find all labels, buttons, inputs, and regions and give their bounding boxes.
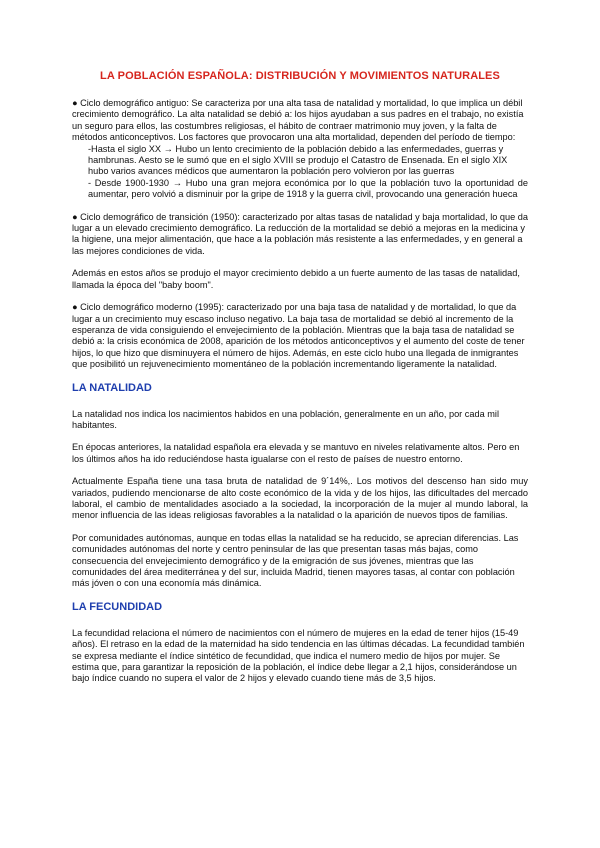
fecundidad-paragraph-1: La fecundidad relaciona el número de nacimientos con el número de mujeres en la edad de tener hijos (15-49 años). El retraso en la edad de la maternidad ha sido tendencia en las últimas décadas. La fecundidad también se expresa mediante el índice sintético de fecundidad, que indica el numero medio de hijos por mujer. Se estima que, para garantizar la reposición de la población, el índice debe llegar a 2,1 hijos, considerándose un bajo índice cuando no supera el valor de 2 hijos y elevado cuando tiene más de 3,5 hijos. [72, 627, 525, 684]
sub-item-siglo-xx: -Hasta el siglo XX → Hubo un lento crecimiento de la población debido a las enfermedades, guerras y hambrunas. Aesto se le sumó que en el siglo XVIII se produjo el Catastro de Ensenada. En el siglo XIX hubo varios avances médicos que aumentaron la población pero volvieron por las guerras [88, 143, 508, 177]
section-heading-natalidad: LA NATALIDAD [72, 381, 152, 394]
bullet-ciclo-moderno: ● Ciclo demográfico moderno (1995): caracterizado por una baja tasa de natalidad y de mortalidad, lo que da lugar a un crecimiento muy escaso incluso negativo. La baja tasa de mortalidad se debió al incremento de la esperanza de vida consiguiendo el envejecimiento de la población. Mientras que la baja tasa de natalidad se debió a: la crisis económica de 2008, aparición de los métodos anticonceptivos y el aumento del coste de tener hijos, lo que hizo que disminuyera el número de hijos. Además, en este ciclo hubo una llegada de inmigrantes que posibilitó un rejuvenecimiento momentáneo de la población incrementando ligeramente la natalidad. [72, 302, 525, 370]
natalidad-paragraph-4: Por comunidades autónomas, aunque en todas ellas la natalidad se ha reducido, se aprecian diferencias. Las comunidades autónomas del norte y centro peninsular de las que presentan tasas más bajas, como consecuencia del envejecimiento demográfico y de la emigración de sus jóvenes, mientras que las comunidades del área mediterránea y del sur, incluida Madrid, tienen mayores tasas, al contar con población más jóven o con una economía más dinámica. [72, 532, 519, 589]
natalidad-paragraph-3: Actualmente España tiene una tasa bruta de natalidad de 9´14%,. Los motivos del descenso han sido muy variados, pudiendo mencionarse de alto coste económico de la vida y de los hijos, las dificultades del mercado laboral, el cambio de mentalidades asociado a la sociedad, la incorporación de la mujer al mundo laboral, la menor influencia de las ideas religiosas favorables a la natalidad o la aparición de nuevos tipos de familias. [72, 476, 528, 521]
document-page [72, 70, 528, 696]
sub-item-1900-1930: - Desde 1900-1930 → Hubo una gran mejora económica por lo que la población tuvo la oportunidad de aumentar, pero volvió a disminuir por la gripe de 1918 y la guerra civil, provocando una generación hueca [88, 177, 528, 200]
bullet-ciclo-antiguo-text: ● Ciclo demográfico antiguo: Se caracteriza por una alta tasa de natalidad y mortalidad, lo que implica un débil crecimiento demográfico. La alta natalidad se debió a: los hijos ayudaban a sus padres en el trabajo, no existía un seguro para ellos, las costumbres religiosas, el hábito de contraer matrimonio muy joven, y la falta de métodos anticonceptivos. Los factores que provocaron una alta mortalidad, dependen del período de tiempo: [72, 98, 524, 143]
section-heading-fecundidad: LA FECUNDIDAD [72, 600, 163, 613]
bullet-ciclo-antiguo [72, 98, 528, 201]
paragraph-baby-boom: Además en estos años se produjo el mayor crecimiento debido a un fuerte aumento de las tasas de natalidad, llamada la época del "baby boom". [72, 268, 520, 290]
page-title: LA POBLACIÓN ESPAÑOLA: DISTRIBUCIÓN Y MOVIMIENTOS NATURALES [100, 70, 500, 82]
natalidad-paragraph-2: En épocas anteriores, la natalidad española era elevada y se mantuvo en niveles relativamente altos. Pero en los últimos años ha ido reduciéndose hasta igualarse con el resto de países de nuestro entorno. [72, 442, 520, 464]
bullet-ciclo-transicion: ● Ciclo demográfico de transición (1950): caracterizado por altas tasas de natalidad y baja mortalidad, lo que da lugar a un elevado crecimiento demográfico. La reducción de la mortalidad se debió a mejoras en la medicina y la higiene, una mejor alimentación, que hace a la población más resistente a las enfermedades, y en general a las mejores condiciones de vida. [72, 211, 528, 256]
natalidad-paragraph-1: La natalidad nos indica los nacimientos habidos en una población, generalmente en un año, por cada mil habitantes. [72, 408, 499, 430]
